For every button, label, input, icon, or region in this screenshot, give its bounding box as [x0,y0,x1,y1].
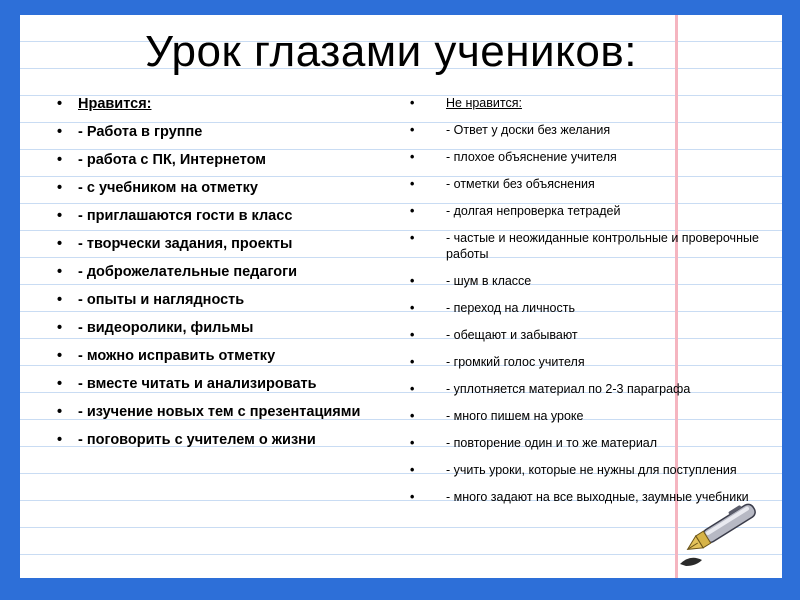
list-item: • - переход на личность [410,300,760,316]
likes-list [57,95,397,459]
list-item: • - учить уроки, которые не нужны для поступления [410,462,760,478]
list-item: • - поговорить с учителем о жизни [57,431,397,450]
list-item: • - творчески задания, проекты [57,235,397,254]
list-item: • - приглашаются гости в класс [57,207,397,226]
list-item: • - плохое объяснение учителя [410,149,760,165]
list-item: • - Работа в группе [57,123,397,142]
list-item: • - вместе читать и анализировать [57,375,397,394]
list-item: • - громкий голос учителя [410,354,760,370]
list-item: • - много пишем на уроке [410,408,760,424]
list-item: • - изучение новых тем с презентациями [57,403,397,422]
list-item: • - с учебником на отметку [57,179,397,198]
list-item: • - отметки без объяснения [410,176,760,192]
list-item: • - можно исправить отметку [57,347,397,366]
dislikes-heading: • Не нравится: [410,95,760,111]
list-item: • - доброжелательные педагоги [57,263,397,282]
list-item: • - повторение один и то же материал [410,435,760,451]
list-item: • - частые и неожиданные контрольные и проверочные работы [410,230,760,262]
likes-heading: • Нравится: [57,95,397,114]
list-item: • - много задают на все выходные, заумные учебники [410,489,760,505]
dislikes-list [410,95,760,516]
list-item: • - долгая непроверка тетрадей [410,203,760,219]
list-item: • - видеоролики, фильмы [57,319,397,338]
list-item: • - работа с ПК, Интернетом [57,151,397,170]
list-item: • - шум в классе [410,273,760,289]
list-item: • - опыты и наглядность [57,291,397,310]
slide [20,15,782,578]
page-title: Урок глазами учеников: [145,27,637,76]
list-item: • - Ответ у доски без желания [410,122,760,138]
list-item: • - уплотняется материал по 2-3 параграфа [410,381,760,397]
fountain-pen-icon [676,490,768,568]
list-item: • - обещают и забывают [410,327,760,343]
